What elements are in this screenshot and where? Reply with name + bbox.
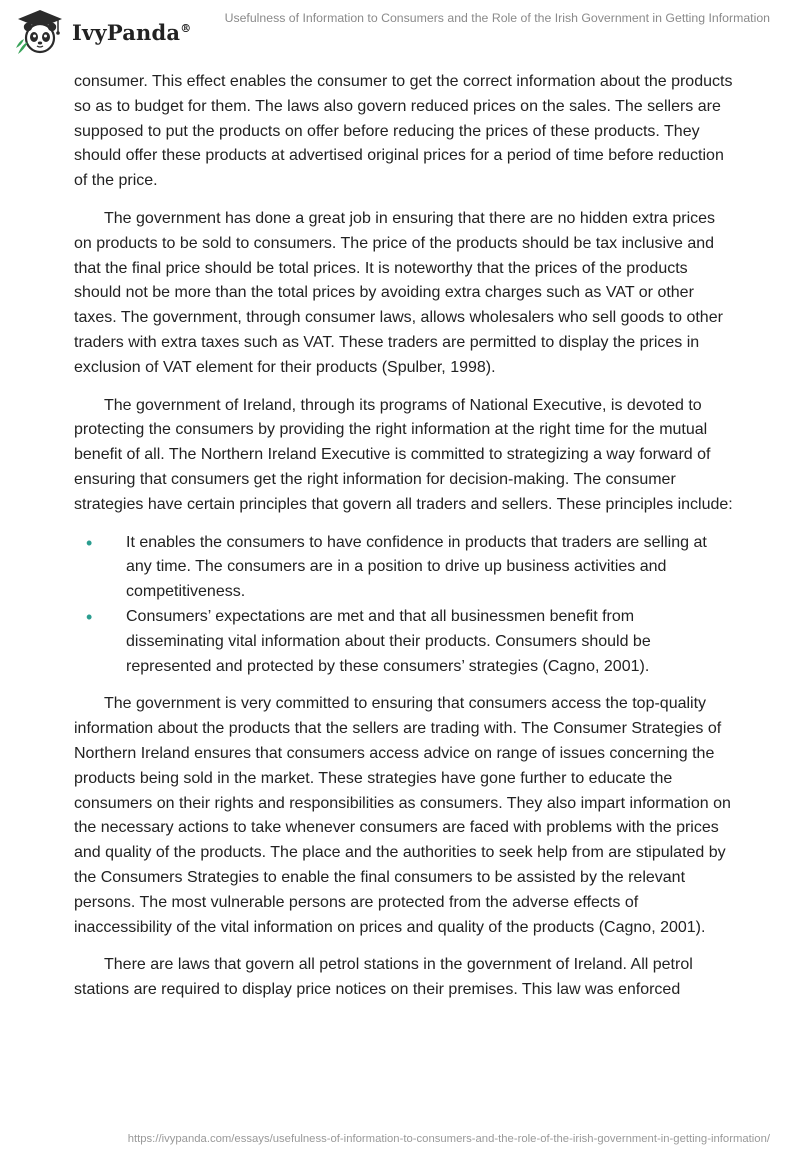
essay-body: [74, 70, 734, 1016]
paragraph-4: The government is very committed to ensuring that consumers access the top-quality information about the products that the sellers are trading with. The Consumer Strategies of Northern Ireland ensures that consumers access advice on range of issues concerning the products being sold in the market. These strategies have gone further to educate the consumers on their rights and responsibilities as consumers. They also impart information on the necessary actions to take whenever consumers are faced with problems with the prices and quality of the products. The place and the authorities to seek help from are stipulated by the Consumers Strategies to enable the final consumers to be assisted by the relevant persons. The most vulnerable persons are protected from the adverse effects of inaccessibility of the vital information on prices and quality of the products (Cagno, 2001).: [74, 695, 731, 936]
list-item-text: It enables the consumers to have confidence in products that traders are selling at any time. The consumers are in a position to drive up business activities and competitiveness.: [126, 533, 707, 601]
list-item: [74, 605, 734, 679]
source-url-link[interactable]: https://ivypanda.com/essays/usefulness-of-information-to-consumers-and-the-role-of-the-irish-government-in-getting-information/: [127, 1133, 770, 1145]
paragraph-1: consumer. This effect enables the consumer to get the correct information about the products so as to budget for them. The laws also govern reduced prices on the sales. The sellers are supposed to put the products on offer before reducing the prices of these products. They should offer these products at advertised original prices for a period of time before reduction of the price.: [74, 73, 733, 190]
logo-text: IvyPanda®: [72, 19, 192, 45]
panda-graduate-icon: [14, 8, 66, 56]
ivypanda-logo[interactable]: [14, 8, 191, 56]
list-item-text: Consumers’ expectations are met and that all businessmen benefit from disseminating vital information about their products. Consumers should be represented and protected by these consumers’ strategies (Cagno, 2001).: [126, 607, 651, 675]
principles-list: [74, 531, 734, 680]
bullet-dot-icon: •: [86, 606, 93, 627]
bullet-dot-icon: •: [86, 532, 93, 553]
page-header: [0, 0, 800, 70]
paragraph-3: The government of Ireland, through its programs of National Executive, is devoted to protecting the consumers by providing the right information at the right time for the mutual benefit of all. The Northern Ireland Executive is committed to strategizing a way forward of ensuring that consumers get the right information for decision-making. The consumer strategies have certain principles that govern all traders and sellers. These principles include:: [74, 396, 733, 513]
paragraph-5: There are laws that govern all petrol stations in the government of Ireland. All petrol stations are required to display price notices on their premises. This law was enforced: [74, 956, 693, 999]
list-item: [74, 531, 734, 605]
paragraph-2: The government has done a great job in ensuring that there are no hidden extra prices on products to be sold to consumers. The price of the products should be tax inclusive and that the final price should be total prices. It is noteworthy that the prices of the products should not be more than the total prices by avoiding extra charges such as VAT or other taxes. The government, through consumer laws, allows wholesalers who sell goods to other traders with extra taxes such as VAT. These traders are permitted to display the prices in exclusion of VAT element for their products (Spulber, 1998).: [74, 209, 723, 376]
document-title: Usefulness of Information to Consumers and the Role of the Irish Government in Getting Information: [224, 11, 770, 25]
